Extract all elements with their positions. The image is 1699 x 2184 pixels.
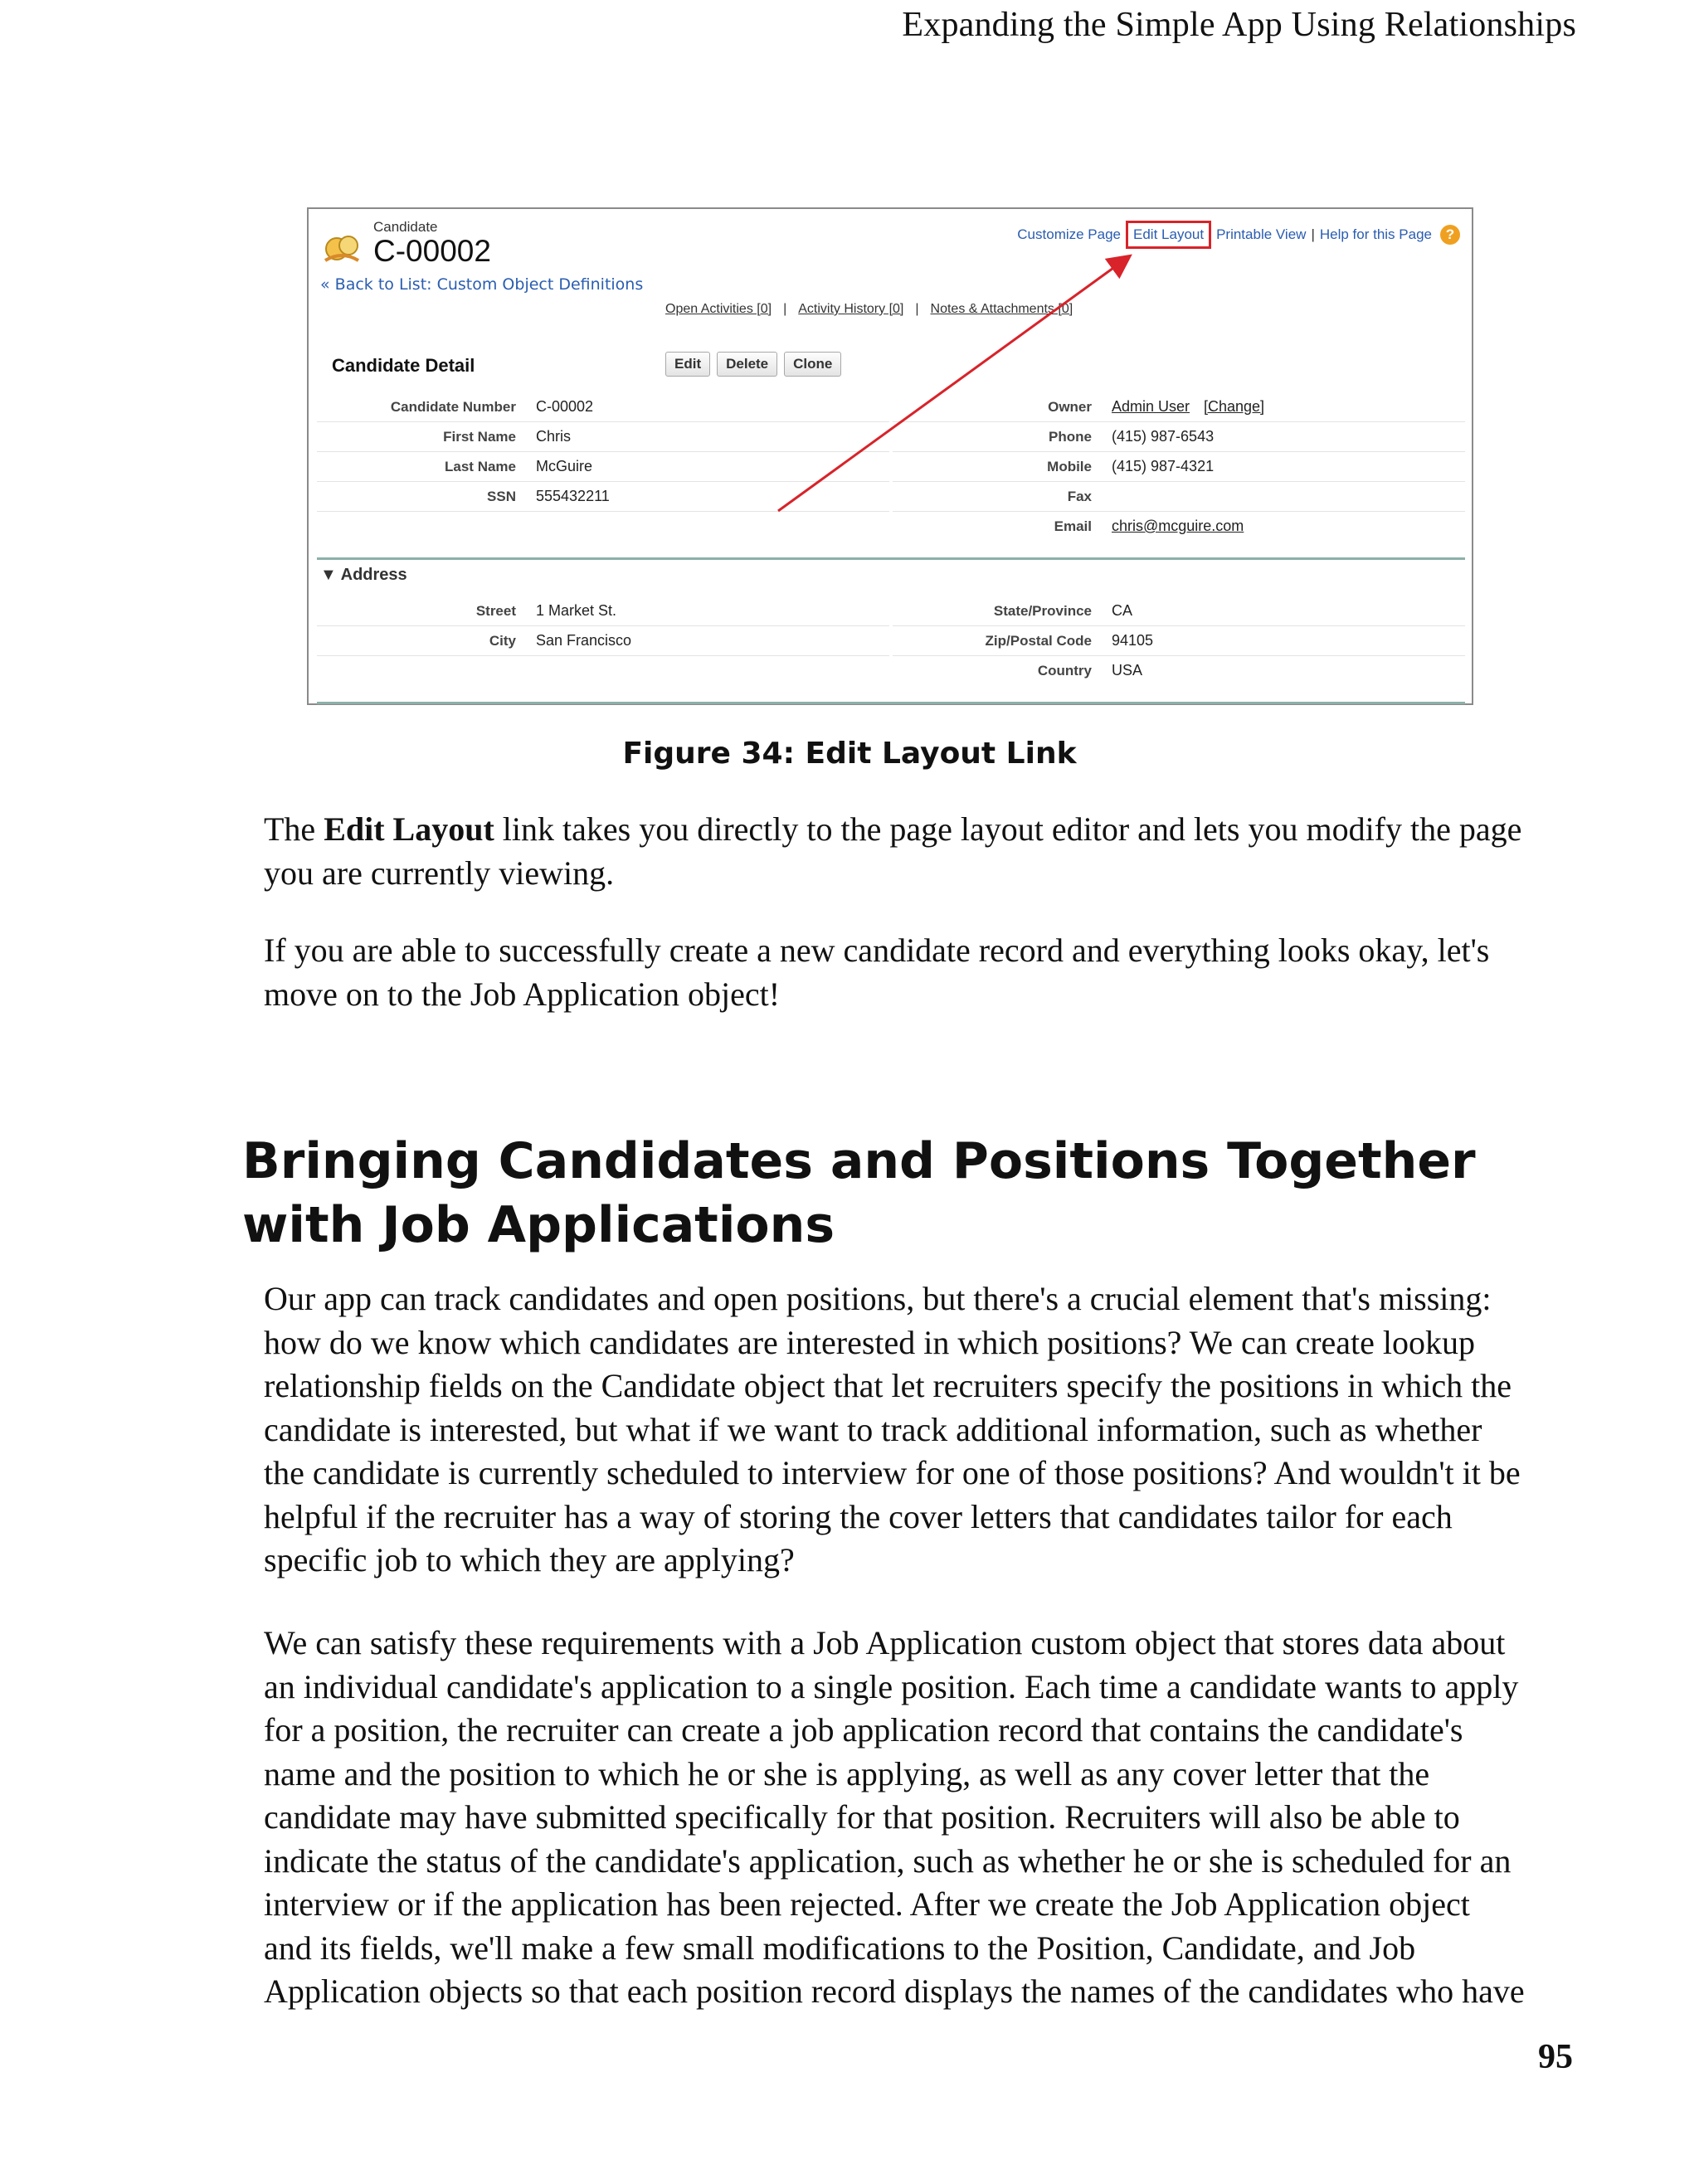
field-value: (415) 987-4321 [1112, 458, 1215, 474]
field-label: Candidate Number [390, 399, 516, 415]
bold-term: Edit Layout [324, 810, 494, 848]
figure-screenshot [307, 207, 1473, 705]
notes-attachments-link[interactable]: Notes & Attachments [0] [930, 302, 1073, 316]
open-activities-link[interactable]: Open Activities [0] [665, 302, 772, 316]
paragraph-text: link takes you directly to the page layout editor and lets you modify the page you are currently viewing. [264, 810, 1522, 892]
field-label: Owner [1048, 399, 1092, 415]
activity-history-link[interactable]: Activity History [0] [798, 302, 904, 316]
paragraph-next-step: If you are able to successfully create a new candidate record and everything looks okay, let's move on to the Job Application object! [264, 931, 1490, 1013]
paragraph-text: The [264, 810, 324, 848]
field-label: Zip/Postal Code [985, 633, 1092, 649]
field-value: McGuire [536, 458, 593, 474]
field-label: Fax [1067, 489, 1092, 504]
owner-link[interactable]: Admin User [1112, 398, 1190, 415]
field-value: CA [1112, 602, 1133, 619]
field-label: Street [475, 603, 516, 619]
page-number: 95 [1538, 2038, 1573, 2076]
back-to-list-link[interactable]: « Back to List: Custom Object Definitions [320, 275, 644, 294]
field-value: C-00002 [536, 398, 594, 415]
address-section-title: Address [340, 566, 407, 584]
field-label: City [489, 633, 516, 649]
edit-layout-link[interactable]: Edit Layout [1126, 221, 1211, 249]
field-label: Mobile [1047, 459, 1092, 474]
detail-section-title: Candidate Detail [332, 355, 475, 376]
email-link[interactable]: chris@mcguire.com [1112, 518, 1244, 534]
help-link[interactable]: Help for this Page [1319, 226, 1432, 242]
field-label: Last Name [445, 459, 516, 474]
field-label: Phone [1049, 429, 1092, 445]
record-title: C-00002 [373, 234, 491, 268]
collapse-triangle-icon[interactable]: ▼ [320, 566, 337, 584]
field-value: 555432211 [536, 488, 610, 504]
paragraph-requirements: We can satisfy these requirements with a Job Application custom object that stores data about an individual candidate's application to a single position. Each time a candidate wants to apply for a position, the recruiter can create a job application record that contains the candidate's name and the position to which he or she is applying, as well as any cover letter that the candidate may have submitted specifically for that position. Recruiters will also be able to indicate the status of the candidate's application, such as whether he or she is scheduled for an interview or if the application has been rejected. After we create the Job Application object and its fields, we'll make a few small modifications to the Position, Candidate, and Job Application objects so that each position record displays the names of the candidates who have [264, 1624, 1525, 2010]
edit-button[interactable]: Edit [665, 352, 710, 377]
running-header: Expanding the Simple App Using Relationships [902, 6, 1576, 44]
field-value: 94105 [1112, 632, 1154, 649]
field-value: (415) 987-6543 [1112, 428, 1215, 445]
object-type-label: Candidate [373, 219, 438, 235]
field-label: State/Province [993, 603, 1092, 619]
related-separator: | [915, 302, 919, 316]
related-separator: | [783, 302, 787, 316]
paragraph-edit-layout [264, 808, 1525, 895]
figure-caption: Figure 34: Edit Layout Link [622, 737, 1077, 771]
field-label: Email [1054, 518, 1092, 534]
change-owner-link[interactable]: [Change] [1204, 398, 1265, 415]
field-label: First Name [443, 429, 516, 445]
field-value: Chris [536, 428, 572, 445]
field-value: USA [1112, 662, 1143, 679]
paragraph-intro: Our app can track candidates and open positions, but there's a crucial element that's missing: how do we know which candidates are interested in which positions? We can create lookup relationship fields on the Candidate object that let recruiters specify the positions in which the candidate is interested, but what if we want to track additional information, such as whether the candidate is currently scheduled to interview for one of those positions? And wouldn't it be helpful if the recruiter has a way of storing the cover letters that candidates tailor for each specific job to which they are applying? [264, 1280, 1521, 1578]
link-separator: | [1311, 226, 1315, 242]
delete-button[interactable]: Delete [717, 352, 777, 377]
printable-view-link[interactable]: Printable View [1216, 226, 1307, 242]
callout-arrow [309, 209, 1475, 707]
help-icon[interactable]: ? [1440, 225, 1460, 245]
customize-page-link[interactable]: Customize Page [1017, 226, 1122, 242]
field-value: San Francisco [536, 632, 632, 649]
field-value: 1 Market St. [536, 602, 617, 619]
field-label: Country [1037, 663, 1092, 679]
section-heading: Bringing Candidates and Positions Together with Job Applications [242, 1132, 1476, 1254]
clone-button[interactable]: Clone [784, 352, 841, 377]
field-label: SSN [487, 489, 516, 504]
